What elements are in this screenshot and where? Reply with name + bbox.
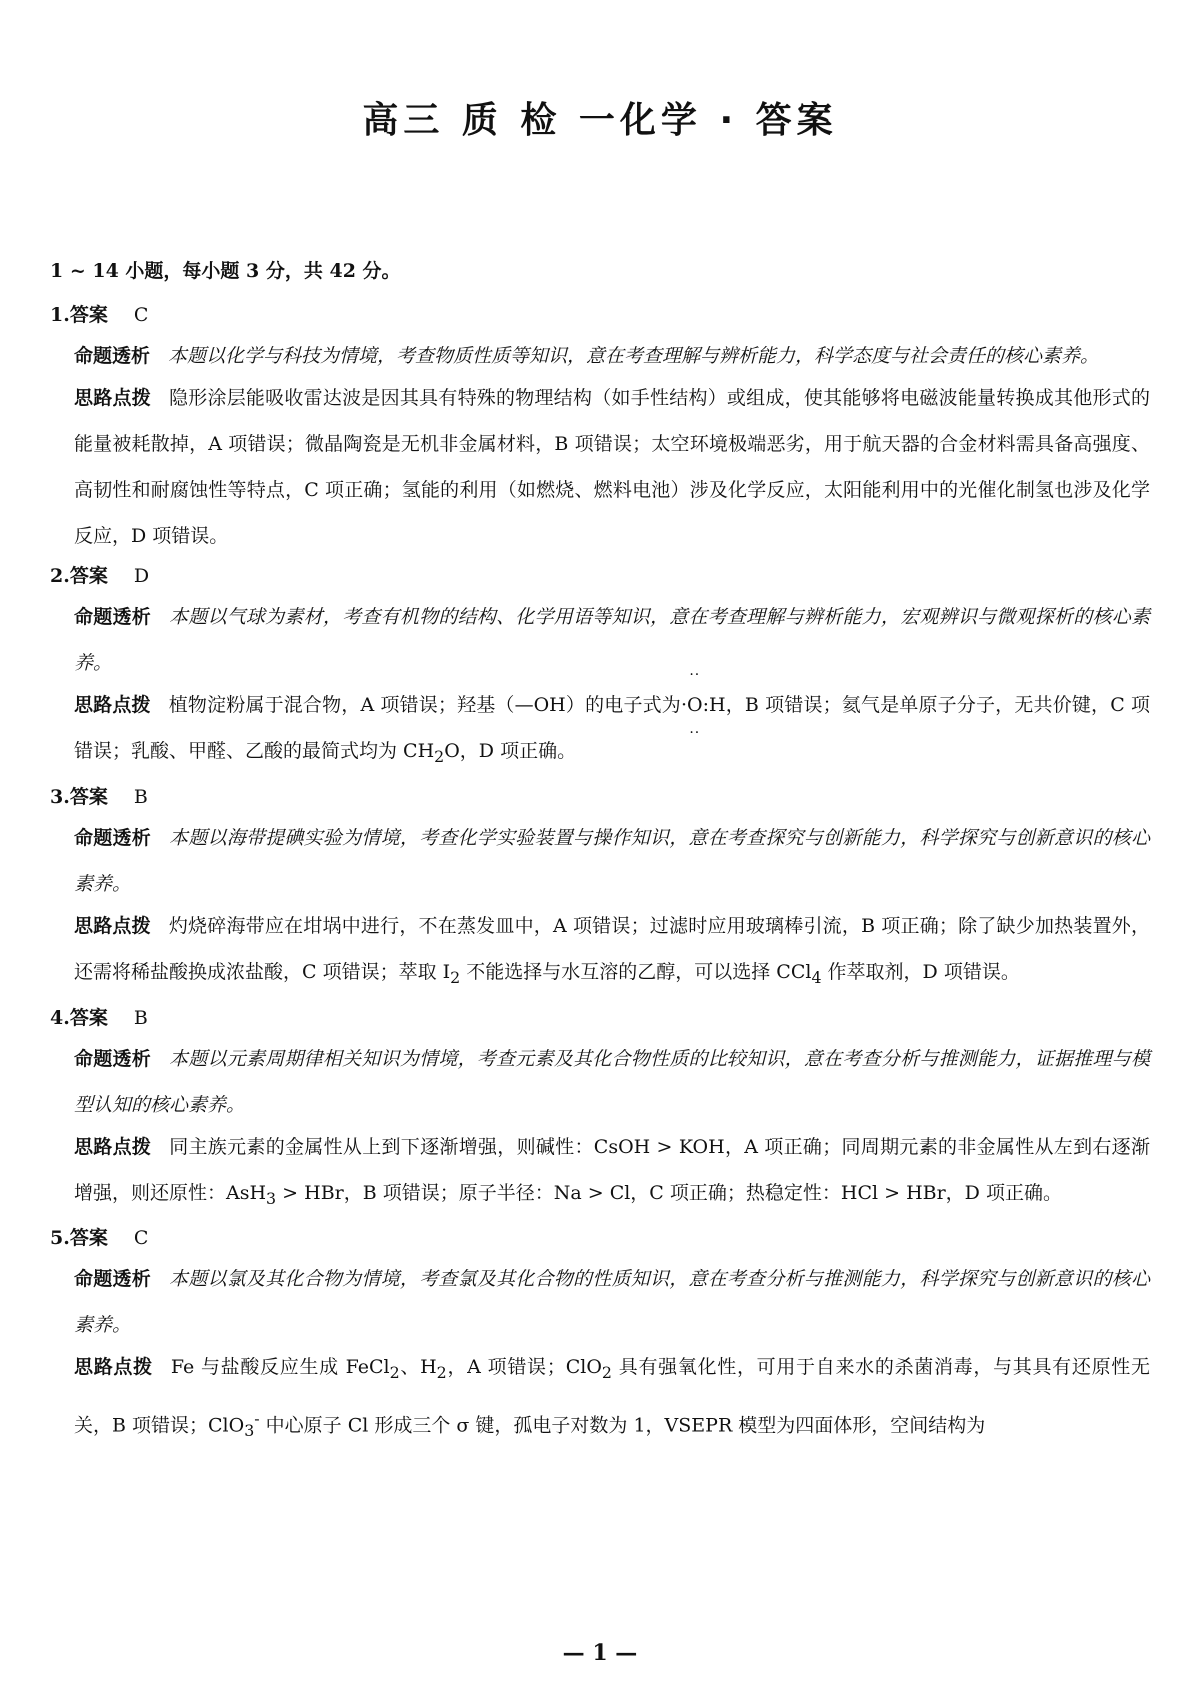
page-title: 高三 质 检 一化学 · 答案 bbox=[362, 100, 838, 141]
intent-label: 命题透析 bbox=[74, 345, 151, 367]
superscript: - bbox=[254, 1409, 260, 1429]
electron-dot-oxygen: ·· O ·· bbox=[687, 682, 703, 728]
subscript: 2 bbox=[450, 967, 461, 987]
subscript: 2 bbox=[434, 746, 445, 766]
question-2-intent bbox=[74, 594, 1150, 686]
intent-label: 命题透析 bbox=[74, 826, 151, 849]
question-number: 1. bbox=[50, 304, 70, 326]
answer-value: B bbox=[133, 785, 148, 808]
hint-text: > HBr，B 项错误；原子半径：Na > Cl，C 项正确；热稳定性：HCl > HBr，D 项正确。 bbox=[276, 1181, 1062, 1204]
hint-text: 灼烧碎海带应在坩埚中进行，不在蒸发皿中，A 项错误；过滤时应用玻璃棒引流，B 项正确；除了缺少加热装置外，还需将稀盐酸换成浓盐酸，C 项错误；萃取 I bbox=[74, 914, 1150, 983]
intent-label: 命题透析 bbox=[74, 606, 151, 628]
answer-value: C bbox=[133, 1227, 149, 1250]
hint-label: 思路点拨 bbox=[74, 914, 151, 937]
hint-label: 思路点拨 bbox=[74, 1135, 152, 1158]
hint-text: 不能选择与水互溶的乙醇，可以选择 CCl bbox=[460, 960, 812, 983]
subscript: 3 bbox=[244, 1421, 255, 1441]
section-intro: 1 ~ 14 小题，每小题 3 分，共 42 分。 bbox=[50, 260, 401, 282]
intent-text: 本题以元素周期律相关知识为情境，考查元素及其化合物性质的比较知识，意在考查分析与推测能力，证据推理与模型认知的核心素养。 bbox=[74, 1047, 1150, 1116]
hint-text: :H，B 项错误；氦气是单原子分子，无共价键，C 项错误；乳酸、甲醛、乙酸的最简式均为 CH bbox=[74, 694, 1150, 762]
question-1-hint bbox=[74, 375, 1150, 559]
question-4-hint bbox=[74, 1124, 1150, 1222]
question-5-header bbox=[50, 1223, 1150, 1253]
question-4-intent bbox=[74, 1036, 1150, 1128]
question-2-header bbox=[50, 561, 1150, 591]
intent-text: 本题以氯及其化合物为情境，考查氯及其化合物的性质知识，意在考查分析与推测能力，科学探究与创新意识的核心素养。 bbox=[74, 1268, 1150, 1337]
question-number: 3. bbox=[50, 785, 70, 808]
subscript: 4 bbox=[811, 967, 822, 987]
hint-text: 隐形涂层能吸收雷达波是因其具有特殊的物理结构（如手性结构）或组成，使其能够将电磁波能量转换成其他形式的能量被耗散掉，A 项错误；微晶陶瓷是无机非金属材料，B 项错误；太空环境极端恶劣，用于航天器的合金材料需具备高强度、高韧性和耐腐蚀性等特点，C 项正确；氢能的利用（如燃烧、燃料电池）涉及化学反应，太阳能利用中的光催化制氢也涉及化学反应，D 项错误。 bbox=[74, 387, 1150, 547]
question-3-intent bbox=[74, 815, 1150, 907]
question-2-hint bbox=[74, 682, 1150, 780]
answer-label: 答案 bbox=[69, 785, 108, 808]
hint-text: ，A 项错误；ClO bbox=[446, 1356, 602, 1379]
subscript: 2 bbox=[389, 1363, 400, 1383]
hint-label: 思路点拨 bbox=[74, 1356, 153, 1379]
question-5-intent bbox=[74, 1256, 1150, 1348]
answer-value: D bbox=[133, 565, 150, 587]
hint-text: 中心原子 Cl 形成三个 σ 键，孤电子对数为 1，VSEPR 模型为四面体形，空间结构为 bbox=[259, 1414, 986, 1437]
hint-text: 作萃取剂，D 项错误。 bbox=[821, 960, 1020, 983]
question-number: 2. bbox=[50, 565, 70, 587]
intent-label: 命题透析 bbox=[74, 1268, 151, 1291]
hint-text: Fe 与盐酸反应生成 FeCl bbox=[170, 1356, 390, 1379]
question-3-hint bbox=[74, 903, 1150, 1001]
answer-label: 答案 bbox=[69, 1227, 108, 1250]
subscript: 2 bbox=[601, 1363, 612, 1383]
page-number: — 1 — bbox=[562, 1640, 638, 1666]
answer-label: 答案 bbox=[69, 304, 108, 326]
answer-value: B bbox=[133, 1006, 148, 1029]
hint-text: 植物淀粉属于混合物，A 项错误；羟基（—OH）的电子式为· bbox=[168, 694, 688, 716]
question-4-header bbox=[50, 1003, 1150, 1033]
intent-text: 本题以化学与科技为情境，考查物质性质等知识，意在考查理解与辨析能力，科学态度与社会责任的核心素养。 bbox=[168, 345, 1100, 367]
question-number: 4. bbox=[50, 1006, 70, 1029]
question-3-header bbox=[50, 782, 1150, 812]
answer-list bbox=[50, 300, 1150, 1456]
question-number: 5. bbox=[50, 1227, 70, 1250]
hint-text: 、H bbox=[399, 1356, 437, 1379]
question-1-intent bbox=[74, 333, 1150, 379]
subscript: 3 bbox=[266, 1188, 277, 1208]
intent-text: 本题以海带提碘实验为情境，考查化学实验装置与操作知识，意在考查探究与创新能力，科学探究与创新意识的核心素养。 bbox=[74, 826, 1150, 895]
answer-label: 答案 bbox=[69, 1006, 108, 1029]
question-1-header bbox=[50, 300, 1150, 330]
hint-text: 具有强氧化性，可用于自来水的杀菌消毒，与其具有还原性无关，B 项错误；ClO bbox=[74, 1356, 1150, 1437]
question-5-hint bbox=[74, 1344, 1150, 1454]
hint-label: 思路点拨 bbox=[74, 387, 151, 409]
hint-text: 同主族元素的金属性从上到下逐渐增强，则碱性：CsOH > KOH，A 项正确；同周期元素的非金属性从左到右逐渐增强，则还原性：AsH bbox=[74, 1135, 1150, 1204]
hint-text: O，D 项正确。 bbox=[444, 740, 577, 762]
intent-text: 本题以气球为素材，考查有机物的结构、化学用语等知识，意在考查理解与辨析能力，宏观辨识与微观探析的核心素养。 bbox=[74, 606, 1150, 674]
answer-value: C bbox=[133, 304, 149, 326]
answer-label: 答案 bbox=[69, 565, 108, 587]
subscript: 2 bbox=[436, 1363, 447, 1383]
intent-label: 命题透析 bbox=[74, 1047, 151, 1070]
hint-label: 思路点拨 bbox=[74, 694, 151, 716]
